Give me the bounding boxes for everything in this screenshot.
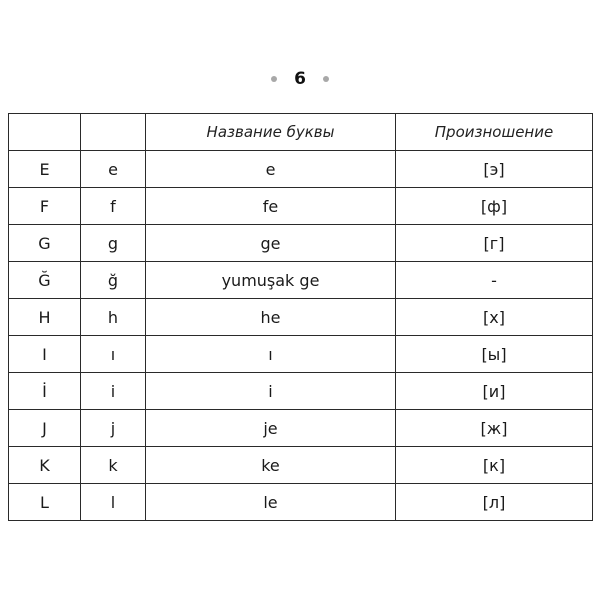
- table-row: [9, 373, 593, 410]
- uppercase-letter: E: [9, 151, 81, 188]
- table-header-row: [9, 114, 593, 151]
- pronunciation: [э]: [396, 151, 593, 188]
- uppercase-letter: H: [9, 299, 81, 336]
- lowercase-letter: e: [81, 151, 146, 188]
- uppercase-letter: L: [9, 484, 81, 521]
- table-row: [9, 225, 593, 262]
- page-number: 6: [294, 69, 306, 89]
- pronunciation: [ы]: [396, 336, 593, 373]
- table-row: [9, 336, 593, 373]
- uppercase-letter: G: [9, 225, 81, 262]
- uppercase-letter: I: [9, 336, 81, 373]
- letter-name: e: [146, 151, 396, 188]
- lowercase-letter: ı: [81, 336, 146, 373]
- table-row: [9, 151, 593, 188]
- uppercase-letter: İ: [9, 373, 81, 410]
- letter-name: le: [146, 484, 396, 521]
- header-pronunciation: Произношение: [396, 114, 593, 151]
- letter-name: ke: [146, 447, 396, 484]
- lowercase-letter: f: [81, 188, 146, 225]
- header-letter-name: Название буквы: [146, 114, 396, 151]
- left-dot-icon: [271, 76, 277, 82]
- table-row: [9, 299, 593, 336]
- header-uppercase: [9, 114, 81, 151]
- pronunciation: -: [396, 262, 593, 299]
- letter-name: je: [146, 410, 396, 447]
- lowercase-letter: ğ: [81, 262, 146, 299]
- alphabet-table: [8, 113, 593, 521]
- pronunciation: [ф]: [396, 188, 593, 225]
- letter-name: ı: [146, 336, 396, 373]
- letter-name: yumuşak ge: [146, 262, 396, 299]
- pronunciation: [г]: [396, 225, 593, 262]
- lowercase-letter: l: [81, 484, 146, 521]
- header-lowercase: [81, 114, 146, 151]
- pronunciation: [ж]: [396, 410, 593, 447]
- table-row: [9, 262, 593, 299]
- table-row: [9, 188, 593, 225]
- uppercase-letter: F: [9, 188, 81, 225]
- table-row: [9, 484, 593, 521]
- letter-name: i: [146, 373, 396, 410]
- uppercase-letter: Ğ: [9, 262, 81, 299]
- letter-name: he: [146, 299, 396, 336]
- uppercase-letter: J: [9, 410, 81, 447]
- lowercase-letter: j: [81, 410, 146, 447]
- uppercase-letter: K: [9, 447, 81, 484]
- lowercase-letter: k: [81, 447, 146, 484]
- pronunciation: [л]: [396, 484, 593, 521]
- table-row: [9, 410, 593, 447]
- letter-name: ge: [146, 225, 396, 262]
- table-row: [9, 447, 593, 484]
- page-number-header: [0, 66, 600, 92]
- pronunciation: [и]: [396, 373, 593, 410]
- pronunciation: [х]: [396, 299, 593, 336]
- lowercase-letter: i: [81, 373, 146, 410]
- lowercase-letter: g: [81, 225, 146, 262]
- right-dot-icon: [323, 76, 329, 82]
- letter-name: fe: [146, 188, 396, 225]
- pronunciation: [к]: [396, 447, 593, 484]
- lowercase-letter: h: [81, 299, 146, 336]
